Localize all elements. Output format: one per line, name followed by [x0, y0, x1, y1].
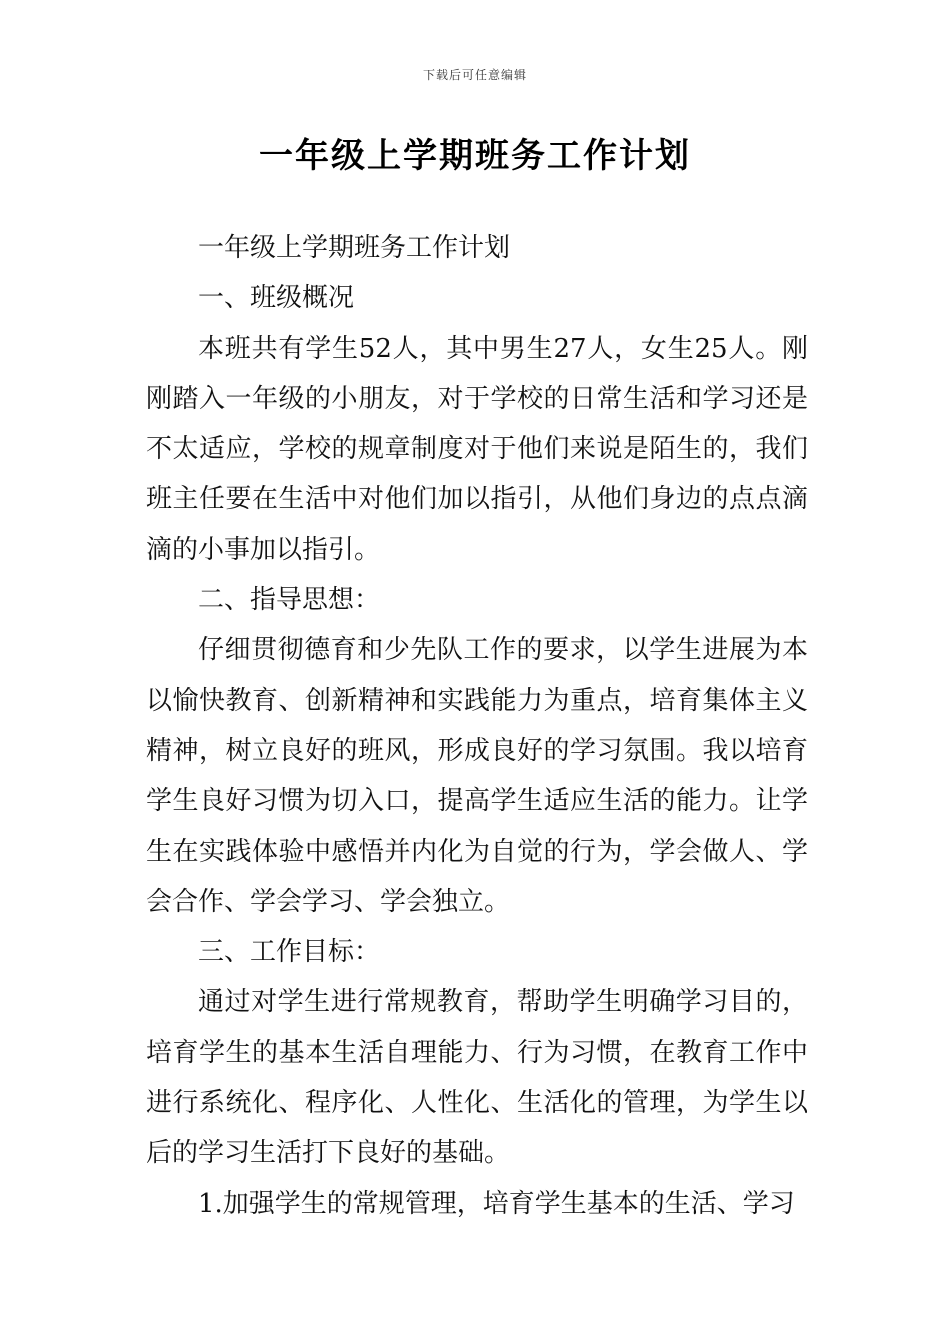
section-heading-guiding-ideology: 二、指导思想：	[198, 585, 381, 616]
work-goals-paragraph: 通过对学生进行常规教育，帮助学生明确学习目的，培育学生的基本生活自理能力、行为习惯，在教育工作中进行系统化、程序化、人性化、生活化的管理，为学生以后的学习生活打下良好的基础。	[146, 987, 808, 1169]
goal-item-1-paragraph: 1.加强学生的常规管理，培育学生基本的生活、学习	[198, 1188, 795, 1219]
section-heading-work-goals: 三、工作目标：	[198, 937, 381, 968]
guiding-ideology-paragraph: 仔细贯彻德育和少先队工作的要求，以学生进展为本以愉快教育、创新精神和实践能力为重点，培育集体主义精神，树立良好的班风，形成良好的学习氛围。我以培育学生良好习惯为切入口，提高学生适应生活的能力。让学生在实践体验中感悟并内化为自觉的行为，学会做人、学会合作、学会学习、学会独立。	[146, 635, 808, 917]
class-overview-paragraph: 本班共有学生52人，其中男生27人，女生25人。刚刚踏入一年级的小朋友，对于学校的日常生活和学习还是不太适应，学校的规章制度对于他们来说是陌生的，我们班主任要在生活中对他们加以指引，从他们身边的点点滴滴的小事加以指引。	[146, 333, 808, 565]
header-note: 下载后可任意编辑	[422, 68, 527, 82]
section-heading-class-overview: 一、班级概况	[198, 283, 355, 314]
subtitle-paragraph: 一年级上学期班务工作计划	[198, 233, 511, 263]
document-title: 一年级上学期班务工作计划	[259, 136, 691, 176]
document-body	[146, 223, 808, 1229]
